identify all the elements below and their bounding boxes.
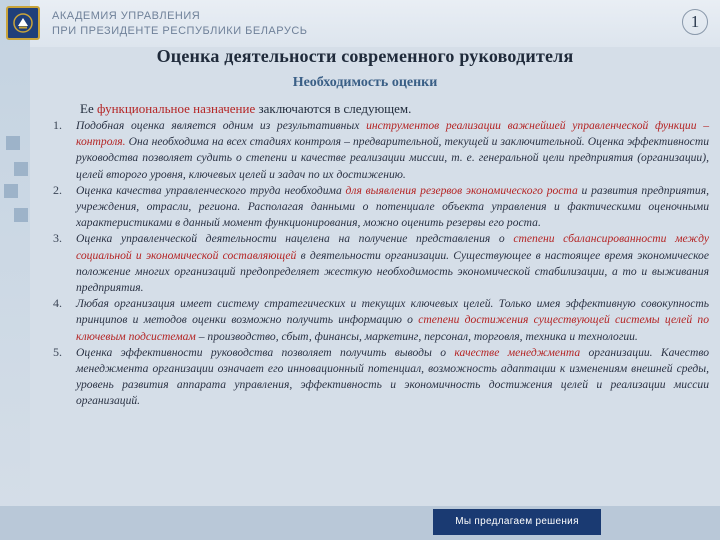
item-text [76,345,709,410]
org-name-line2: ПРИ ПРЕЗИДЕНТЕ РЕСПУБЛИКИ БЕЛАРУСЬ [52,25,308,37]
item-number: 1. [53,118,62,132]
highlight-part: для выявления резервов экономического роста [345,183,578,197]
item-number: 5. [53,344,62,359]
academy-logo [6,6,40,40]
text-part: Любая организация имеет систему стратегических и текущих ключевых целей. Только имея эффективную совокупность принципов и методов оценки возможно получить информацию о [76,297,709,327]
decor-square [14,208,28,222]
list-item [32,345,709,410]
slide-number-badge: 1 [682,9,708,35]
highlight-part: степени сбалансированности между социальной и экономической составляющей [76,232,709,262]
text-part: Оценка качества управленческого труда необходима [76,183,346,197]
footer-slogan: Мы предлагаем решения [433,509,601,535]
item-text [76,231,709,296]
decor-square [14,162,28,176]
decor-square [4,184,18,198]
text-part: в деятельности организации. Существующее в настоящее время экономическое положение многих организаций предопределяет жесткую необходимость экономической стабилизации, а то и выживания предприятия. [76,248,709,295]
text-part: Оценка управленческой деятельности нацелена на получение представления о [76,232,514,246]
emblem-icon [11,11,35,35]
text-part: Она необходима на всех стадиях контроля – предварительной, текущей и заключительной. Оценка эффективности руководства позволяет судить о степени и качестве реализации миссии, т. е. генеральной цели предприятия (организации), целей второго уровня, ключевых целей и задач по их достижению. [76,135,709,181]
footer-bar [0,506,720,540]
intro-highlight: функциональное назначение [96,101,256,116]
intro-text [80,101,411,117]
org-name-line1: АКАДЕМИЯ УПРАВЛЕНИЯ [52,10,201,22]
intro-post: заключаются в следующем. [255,101,412,116]
slide-subtitle: Необходимость оценки [292,75,438,90]
list-item [32,231,709,296]
intro-pre: Ее [80,101,97,116]
points-list [32,118,709,410]
item-text [76,296,709,345]
item-number: 4. [53,296,62,311]
text-part: организации. Качество менеджмента организации означает его инновационный потенциал, возможность адаптации к изменениям внешней среды, уровень развития аппарата управления, эффективность и экономичность достижения целей и реализации миссии организаций. [76,345,709,408]
list-item [32,296,709,345]
highlight-part: инструментов реализации важнейшей управленческой функции – контроля. [76,119,709,149]
text-part: Подобная оценка является одним из результативных [76,119,367,132]
item-number: 3. [53,231,62,246]
text-part: Оценка эффективности руководства позволяет получить выводы о [76,345,455,359]
item-text [76,118,709,183]
item-number: 2. [53,182,62,197]
list-item [32,118,709,183]
decor-square [6,136,20,150]
highlight-part: степени достижения существующей системы целей по ключевым подсистемам [76,313,709,343]
item-text [76,183,709,232]
text-part: и развития предприятия, учреждения, отрасли, региона. Располагая данными о потенциале объекта управления и фактическими оценочными характеристиками в данный момент функционирования, можно оценить резервы его роста. [76,183,709,230]
highlight-part: качестве менеджмента [454,345,581,359]
header-band [0,0,720,47]
slide-title: Оценка деятельности современного руководителя [156,46,574,66]
text-part: – производство, сбыт, финансы, маркетинг, персонал, торговля, техника и технологии. [195,329,638,343]
list-item [32,183,709,232]
